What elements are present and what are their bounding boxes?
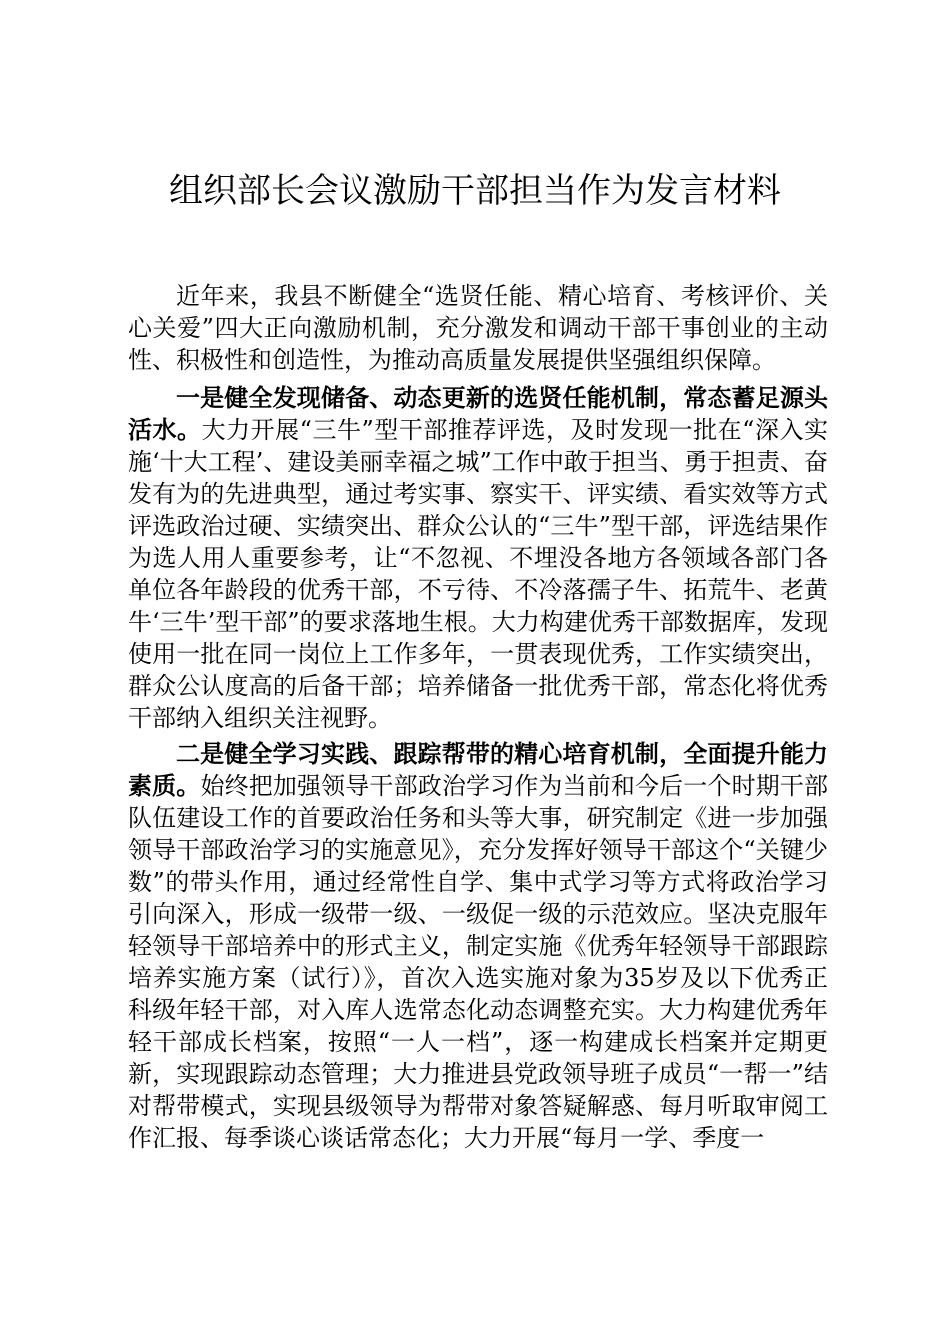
paragraph-section-two bbox=[128, 738, 828, 1154]
paragraph-section-two-lead: 二是健全学习实践、跟踪帮带的精心培育机制，全面提升能力素质。 bbox=[128, 739, 828, 800]
paragraph-section-one bbox=[128, 382, 828, 734]
paragraph-intro-text: 近年来，我县不断健全“选贤任能、精心培育、考核评价、关心关爱”四大正向激励机制，充分激发和调动干部干事创业的主动性、积极性和创造性，为推动高质量发展提供坚强组织保障。 bbox=[128, 282, 828, 374]
document-body bbox=[128, 280, 828, 1158]
document-title: 组织部长会议激励干部担当作为发言材料 bbox=[169, 171, 781, 211]
paragraph-section-one-text: 大力开展“三牛”型干部推荐评选，及时发现一批在“深入实施‘十大工程’、建设美丽幸福之城”工作中敢于担当、勇于担责、奋发有为的先进典型，通过考实事、察实干、评实绩、看实效等方式评选政治过硬、实绩突出、群众公认的“三牛”型干部，评选结果作为选人用人重要参考，让“不忽视、不埋没各地方各领域各部门各单位各年龄段的优秀干部，不亏待、不冷落孺子牛、拓荒牛、老黄牛‘三牛’型干部”的要求落地生根。大力构建优秀干部数据库，发现使用一批在同一岗位上工作多年，一贯表现优秀，工作实绩突出，群众公认度高的后备干部；培养储备一批优秀干部，常态化将优秀干部纳入组织关注视野。 bbox=[128, 416, 829, 732]
paragraph-section-two-text: 始终把加强领导干部政治学习作为当前和今后一个时期干部队伍建设工作的首要政治任务和头等大事，研究制定《进一步加强领导干部政治学习的实施意见》，充分发挥好领导干部这个“关键少数”的带头作用，通过经常性自学、集中式学习等方式将政治学习引向深入，形成一级带一级、一级促一级的示范效应。坚决克服年轻领导干部培养中的形式主义，制定实施《优秀年轻领导干部跟踪培养实施方案（试行）》，首次入选实施对象为35岁及以下优秀正科级年轻干部，对入库人选常态化动态调整充实。大力构建优秀年轻干部成长档案，按照“一人一档”，逐一构建成长档案并定期更新，实现跟踪动态管理；大力推进县党政领导班子成员“一帮一”结对帮带模式，实现县级领导为帮带对象答疑解惑、每月听取审阅工作汇报、每季谈心谈话常态化；大力开展“每月一学、季度一 bbox=[128, 772, 829, 1152]
paragraph-intro bbox=[128, 280, 828, 376]
paragraph-section-one-lead: 一是健全发现储备、动态更新的选贤任能机制，常态蓄足源头活水。 bbox=[128, 383, 828, 444]
